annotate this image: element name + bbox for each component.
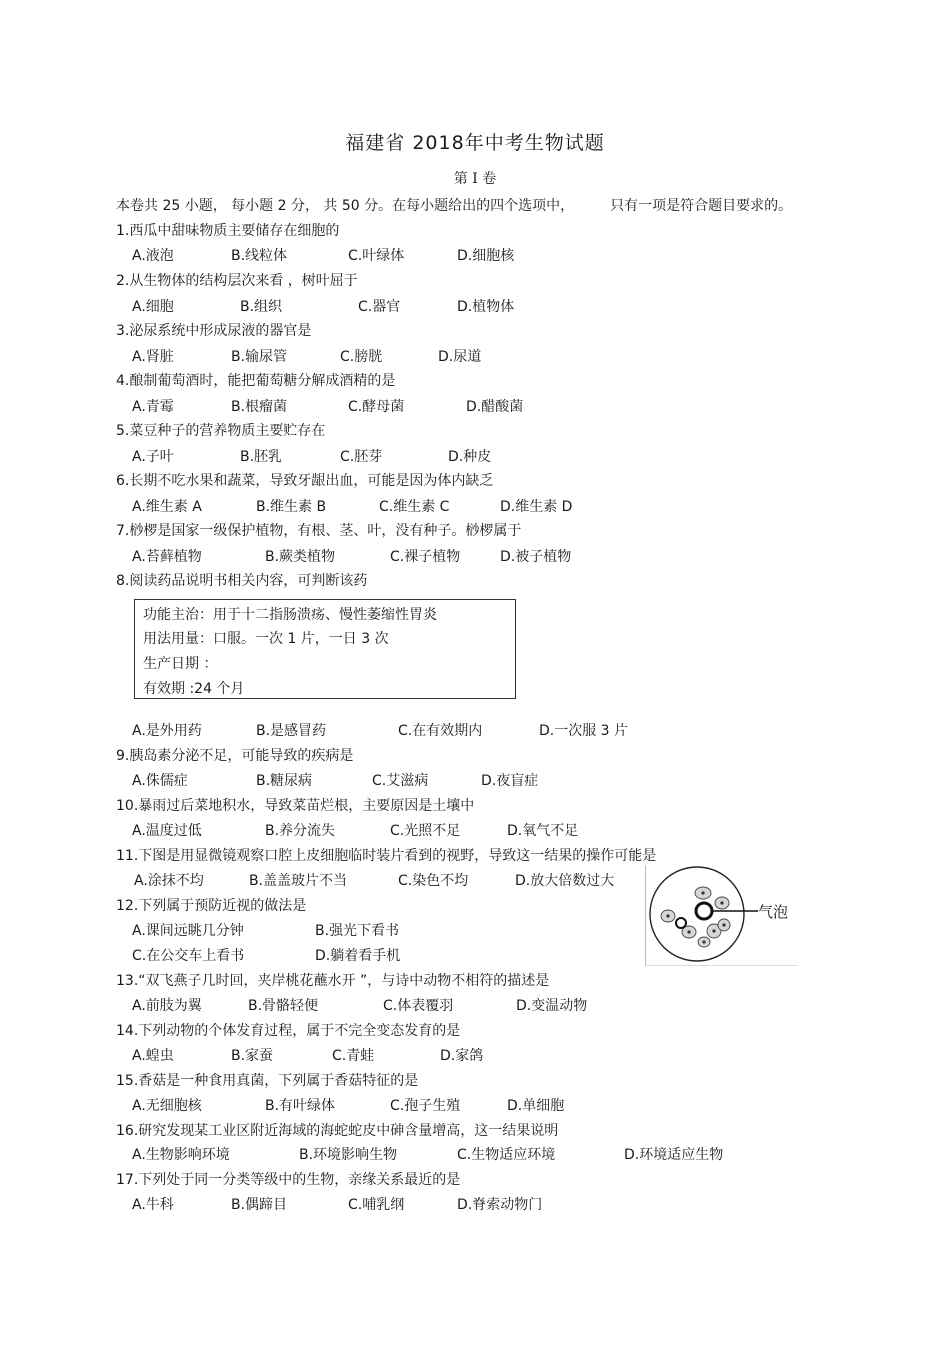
question-16: 16.研究发现某工业区附近海域的海蛇蛇皮中砷含量增高，这一结果说明 (116, 1123, 559, 1139)
option-a: A.是外用药 (132, 723, 202, 739)
option-b: B.家蚕 (231, 1048, 274, 1064)
instructions-part2: 只有一项是符合题目要求的。 (610, 198, 793, 214)
option-b: B.是感冒药 (256, 723, 327, 739)
option-d: D.家鸽 (440, 1048, 484, 1064)
option-d: D.单细胞 (507, 1098, 565, 1114)
option-a: A.涂抹不均 (134, 873, 204, 889)
question-12: 12.下列属于预防近视的做法是 (116, 898, 307, 914)
question-8: 8.阅读药品说明书相关内容，可判断该药 (116, 573, 368, 589)
option-a: A.子叶 (132, 449, 174, 465)
option-c: C.艾滋病 (372, 773, 429, 789)
option-d: D.变温动物 (516, 998, 588, 1014)
option-b: B.维生素 B (256, 499, 327, 515)
option-b: B.输尿管 (231, 349, 288, 365)
option-c: C.哺乳纲 (348, 1197, 405, 1213)
option-a: A.课间远眺几分钟 (132, 923, 244, 939)
option-d: D.放大倍数过大 (515, 873, 615, 889)
option-b: B.线粒体 (231, 248, 288, 264)
option-c: C.裸子植物 (390, 549, 461, 565)
option-c: C.光照不足 (390, 823, 461, 839)
bubble-label: 气泡 (758, 903, 789, 921)
question-17: 17.下列处于同一分类等级中的生物，亲缘关系最近的是 (116, 1172, 461, 1188)
instructions-part1: 本卷共 25 小题， 每小题 2 分， 共 50 分。在每小题给出的四个选项中， (116, 198, 575, 214)
option-c: C.叶绿体 (348, 248, 405, 264)
option-d: D.植物体 (457, 299, 515, 315)
option-d: D.被子植物 (500, 549, 572, 565)
option-c: C.在有效期内 (398, 723, 483, 739)
medicine-production-date: 生产日期 ： (143, 656, 218, 672)
medicine-expiry: 有效期 :24 个月 (143, 681, 245, 697)
question-1: 1.西瓜中甜味物质主要储存在细胞的 (116, 223, 340, 239)
option-b: B.蕨类植物 (265, 549, 336, 565)
option-d: D.脊索动物门 (457, 1197, 543, 1213)
option-b: B.骨骼轻便 (248, 998, 319, 1014)
option-d: D.躺着看手机 (315, 948, 401, 964)
medicine-instructions-box (134, 599, 516, 699)
option-b: B.根瘤菌 (231, 399, 288, 415)
question-14: 14.下列动物的个体发育过程，属于不完全变态发育的是 (116, 1023, 461, 1039)
option-c: C.生物适应环境 (457, 1147, 556, 1163)
option-c: C.胚芽 (340, 449, 383, 465)
question-4: 4.酿制葡萄酒时，能把葡萄糖分解成酒精的是 (116, 373, 396, 389)
option-d: D.细胞核 (457, 248, 515, 264)
option-d: D.夜盲症 (481, 773, 539, 789)
option-c: C.器官 (358, 299, 401, 315)
option-d: D.醋酸菌 (466, 399, 524, 415)
option-d: D.维生素 D (500, 499, 573, 515)
option-b: B.胚乳 (240, 449, 283, 465)
question-9: 9.胰岛素分泌不足，可能导致的疾病是 (116, 748, 354, 764)
option-a: A.生物影响环境 (132, 1147, 230, 1163)
option-a: A.牛科 (132, 1197, 174, 1213)
option-b: B.养分流失 (265, 823, 336, 839)
question-13: 13.“双飞燕子几时回，夹岸桃花蘸水开 ”，与诗中动物不相符的描述是 (116, 973, 550, 989)
question-15: 15.香菇是一种食用真菌，下列属于香菇特征的是 (116, 1073, 419, 1089)
option-d: D.环境适应生物 (624, 1147, 724, 1163)
option-d: D.一次服 3 片 (539, 723, 629, 739)
option-c: C.酵母菌 (348, 399, 405, 415)
question-5: 5.菜豆种子的营养物质主要贮存在 (116, 423, 326, 439)
option-a: A.无细胞核 (132, 1098, 202, 1114)
option-c: C.维生素 C (379, 499, 450, 515)
option-d: D.氧气不足 (507, 823, 579, 839)
option-a: A.侏儒症 (132, 773, 188, 789)
question-7: 7.桫椤是国家一级保护植物，有根、茎、叶，没有种子。桫椤属于 (116, 523, 522, 539)
option-a: A.蝗虫 (132, 1048, 174, 1064)
question-2: 2.从生物体的结构层次来看 ，树叶屈于 (116, 273, 358, 289)
question-10: 10.暴雨过后菜地积水，导致菜苗烂根，主要原因是土壤中 (116, 798, 475, 814)
option-d: D.种皮 (448, 449, 492, 465)
option-a: A.温度过低 (132, 823, 202, 839)
option-a: A.苔藓植物 (132, 549, 202, 565)
option-b: B.组织 (240, 299, 283, 315)
option-c: C.体表覆羽 (383, 998, 454, 1014)
medicine-indications: 功能主治：用于十二指肠溃疡、慢性萎缩性胃炎 (143, 607, 437, 623)
option-c: C.孢子生殖 (390, 1098, 461, 1114)
option-a: A.肾脏 (132, 349, 174, 365)
question-6: 6.长期不吃水果和蔬菜，导致牙龈出血，可能是因为体内缺乏 (116, 473, 494, 489)
instructions (116, 195, 792, 215)
microscope-field-figure (645, 865, 798, 966)
option-b: B.强光下看书 (315, 923, 400, 939)
option-b: B.糖尿病 (256, 773, 313, 789)
question-3: 3.泌尿系统中形成尿液的器官是 (116, 323, 312, 339)
option-a: A.液泡 (132, 248, 174, 264)
option-a: A.青霉 (132, 399, 174, 415)
option-a: A.维生素 A (132, 499, 202, 515)
option-c: C.青蛙 (332, 1048, 375, 1064)
option-b: B.盖盖玻片不当 (249, 873, 348, 889)
option-d: D.尿道 (438, 349, 482, 365)
option-c: C.膀胱 (340, 349, 383, 365)
option-b: B.偶蹄目 (231, 1197, 288, 1213)
option-c: C.染色不均 (398, 873, 469, 889)
page-title: 福建省 2018年中考生物试题 (345, 132, 605, 154)
question-11: 11.下图是用显微镜观察口腔上皮细胞临时装片看到的视野，导致这一结果的操作可能是 (116, 848, 657, 864)
option-b: B.环境影响生物 (299, 1147, 398, 1163)
option-a: A.前肢为翼 (132, 998, 202, 1014)
option-b: B.有叶绿体 (265, 1098, 336, 1114)
option-c: C.在公交车上看书 (132, 948, 245, 964)
section-title: 第 I 卷 (453, 171, 497, 187)
medicine-dosage: 用法用量：口服。一次 1 片，一日 3 次 (143, 631, 389, 647)
option-a: A.细胞 (132, 299, 174, 315)
